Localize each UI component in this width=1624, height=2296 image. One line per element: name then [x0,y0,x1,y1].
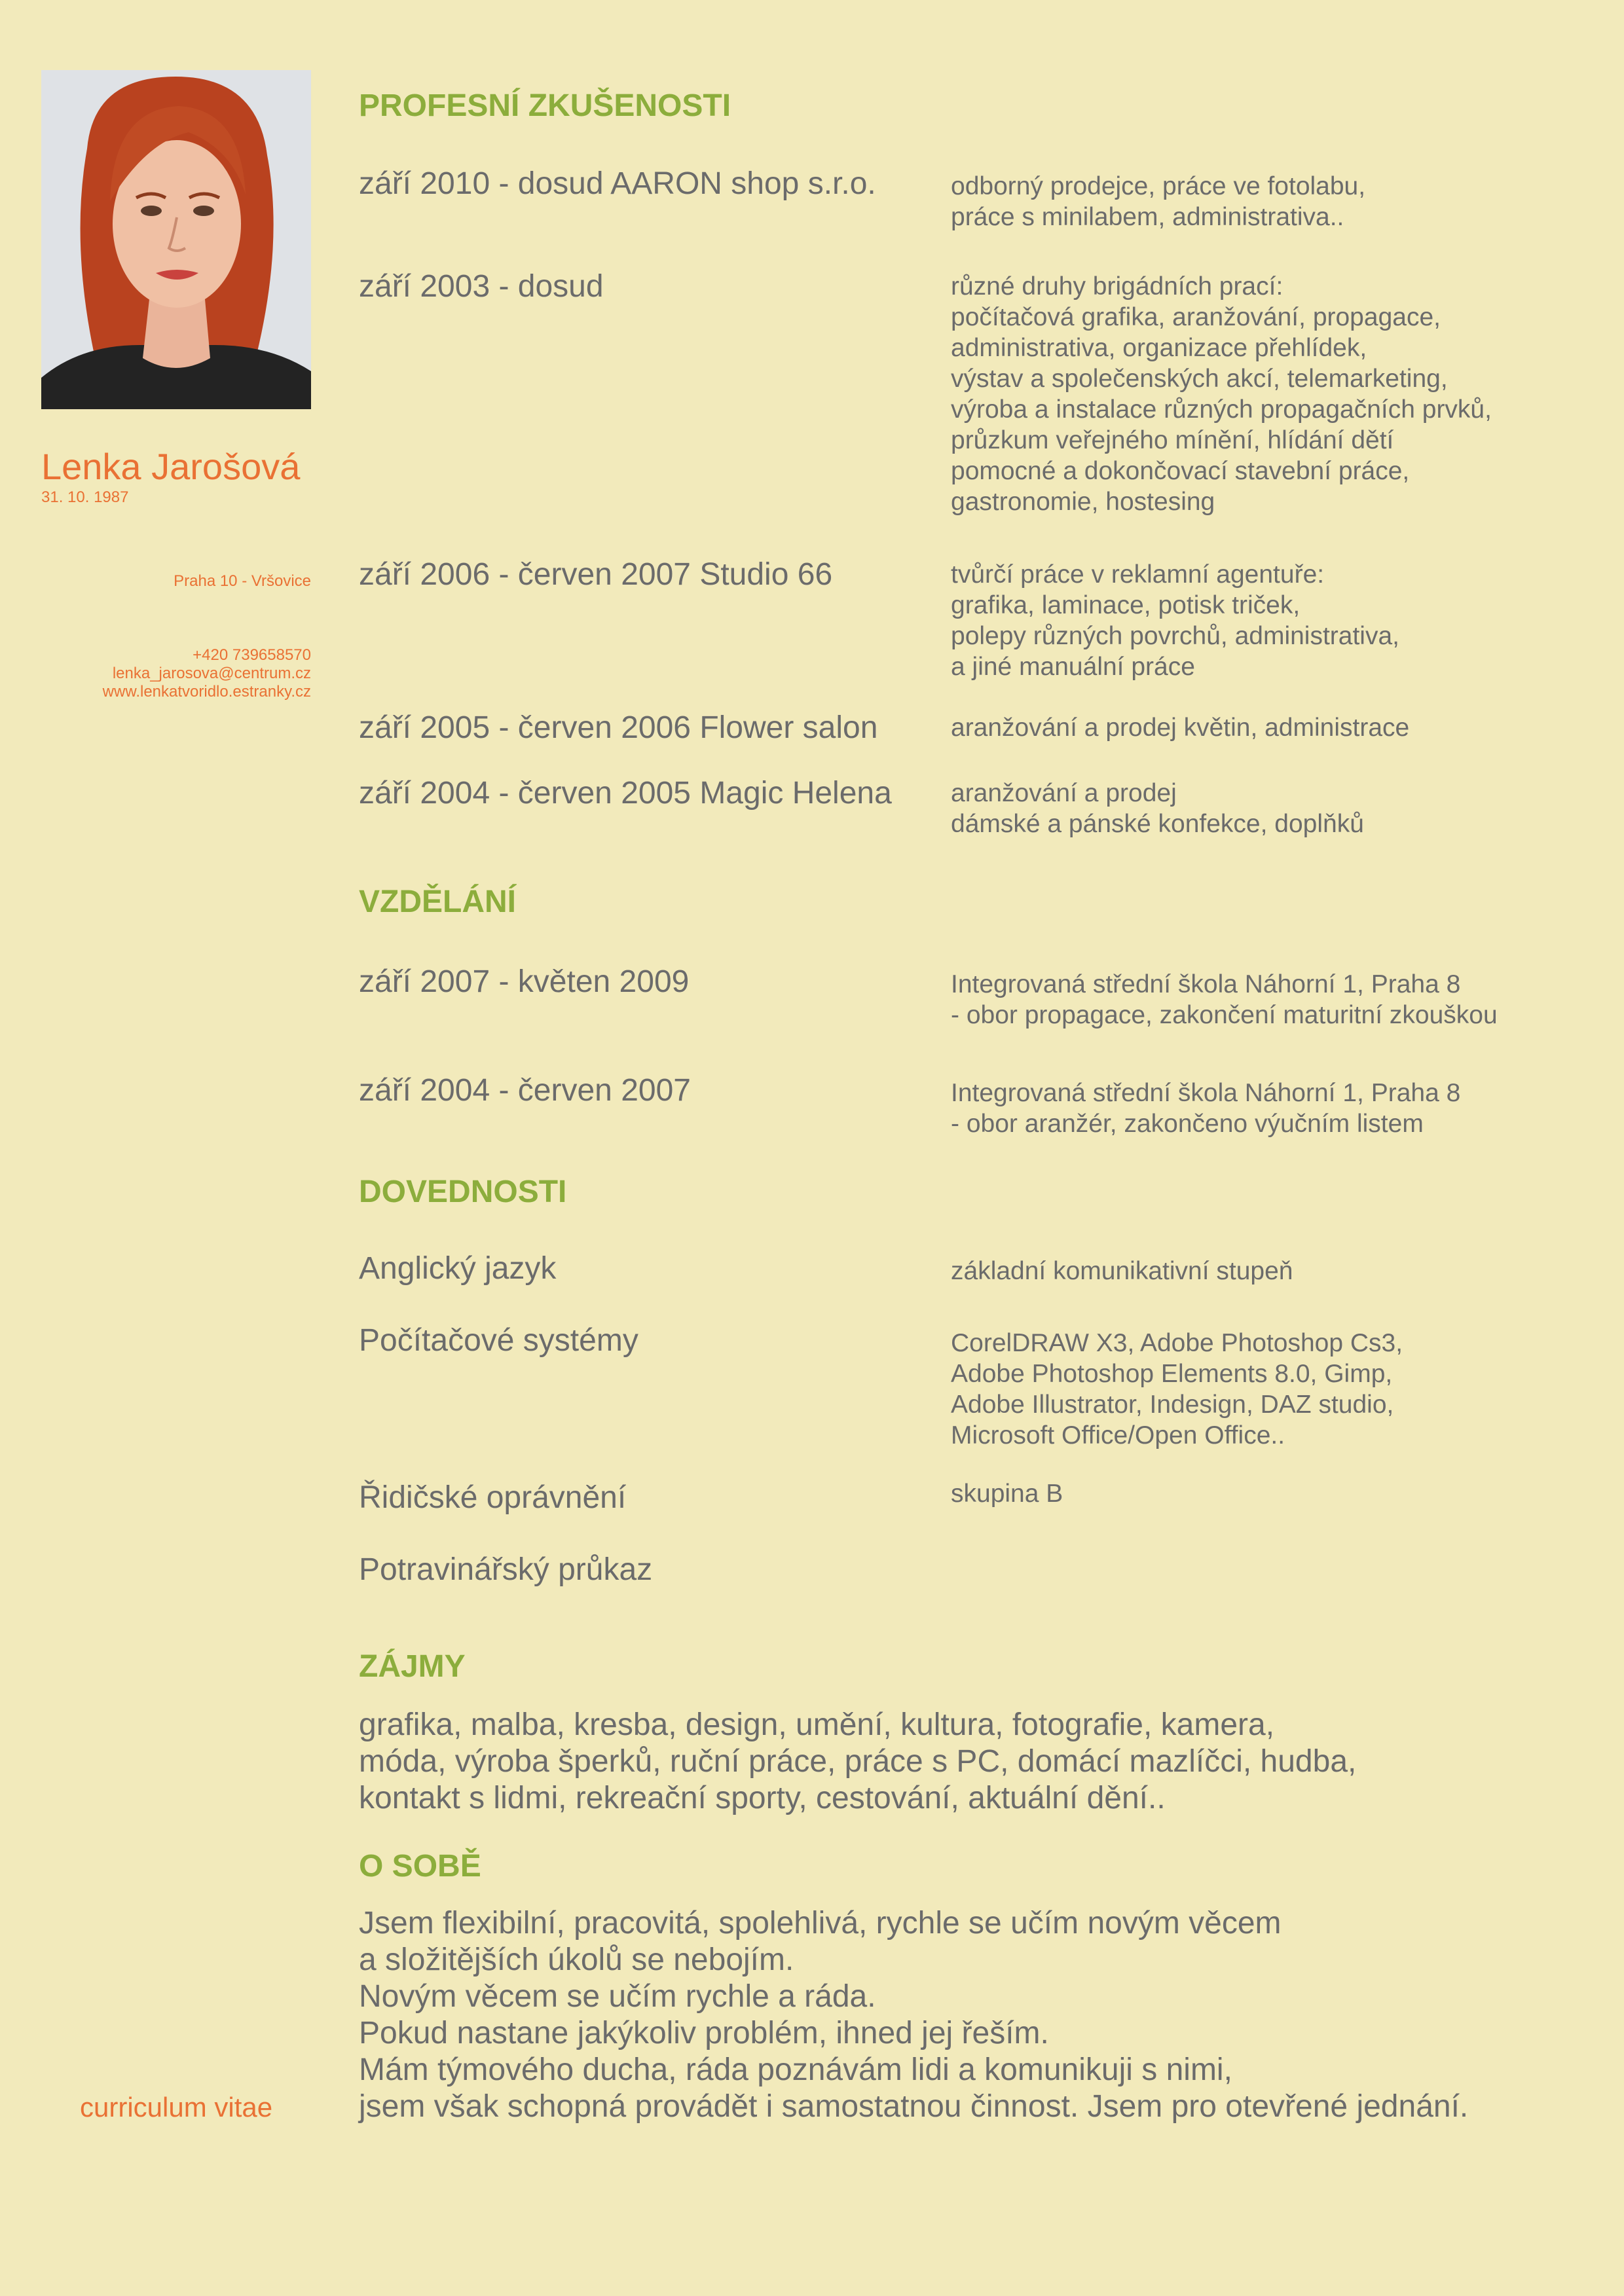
section-title-about: O SOBĚ [359,1849,481,1884]
section-title-education: VZDĚLÁNÍ [359,884,516,919]
section-title-interests: ZÁJMY [359,1649,466,1684]
address: Praha 10 - Vršovice [174,572,311,590]
profile-photo [41,70,311,409]
skill-desc: skupina B [951,1480,1063,1508]
website-link[interactable]: www.lenkatvoridlo.estranky.cz [102,683,311,701]
education-date: září 2004 - červen 2007 [359,1073,691,1108]
phone: +420 739658570 [193,646,311,664]
skill-desc: CorelDRAW X3, Adobe Photoshop Cs3, Adobe Photoshop Elements 8.0, Gimp, Adobe Illustrator, Indesign, DAZ studio, Microsoft Office/Open Office.. [951,1329,1403,1449]
skill-desc: základní komunikativní stupeň [951,1257,1293,1285]
portrait-image [41,70,311,409]
experience-desc: odborný prodejce, práce ve fotolabu, práce s minilabem, administrativa.. [951,172,1366,231]
education-date: září 2007 - květen 2009 [359,964,690,999]
section-title-experience: PROFESNÍ ZKUŠENOSTI [359,88,731,123]
experience-desc: aranžování a prodej květin, administrace [951,714,1410,742]
education-desc: Integrovaná střední škola Náhorní 1, Praha 8 - obor aranžér, zakončeno výučním listem [951,1079,1461,1138]
person-name: Lenka Jarošová [41,446,301,487]
email-link[interactable]: lenka_jarosova@centrum.cz [112,665,311,682]
skill-name: Potravinářský průkaz [359,1552,653,1587]
experience-date: září 2004 - červen 2005 Magic Helena [359,776,892,811]
skill-name: Anglický jazyk [359,1251,557,1286]
about-text: Jsem flexibilní, pracovitá, spolehlivá, rychle se učím novým věcem a složitějších úkolů se nebojím. Novým věcem se učím rychle a ráda. Pokud nastane jakýkoliv problém, ihned jej řeším. Mám týmového ducha, ráda poznávám lidi a komunikuji s nimi, jsem však schopná provádět i samostatnou činnost. Jsem pro otevřené jednání. [359,1906,1469,2124]
experience-date: září 2006 - červen 2007 Studio 66 [359,557,833,592]
experience-desc: tvůrčí práce v reklamní agentuře: grafika, laminace, potisk triček, polepy různých povrchů, administrativa, a jiné manuální práce [951,560,1399,681]
skill-name: Počítačové systémy [359,1323,638,1358]
education-desc: Integrovaná střední škola Náhorní 1, Praha 8 - obor propagace, zakončení maturitní zkouškou [951,970,1498,1029]
experience-date: září 2005 - červen 2006 Flower salon [359,710,878,745]
experience-desc: aranžování a prodej dámské a pánské konfekce, doplňků [951,779,1364,838]
experience-date: září 2010 - dosud AARON shop s.r.o. [359,166,876,201]
skill-name: Řidičské oprávnění [359,1480,627,1515]
cv-label: curriculum vitae [80,2092,273,2123]
experience-date: září 2003 - dosud [359,269,604,304]
experience-desc: různé druhy brigádních prací: počítačová grafika, aranžování, propagace, administrativa, organizace přehlídek, výstav a společenských akcí, telemarketing, výroba a instalace různých propagačních prvků, průzkum veřejného mínění, hlídání dětí pomocné a dokončovací stavební práce, gastronomie, hostesing [951,272,1492,516]
section-title-skills: DOVEDNOSTI [359,1175,567,1209]
interests-text: grafika, malba, kresba, design, umění, kultura, fotografie, kamera, móda, výroba šperků, ruční práce, práce s PC, domácí mazlíčci, hudba, kontakt s lidmi, rekreační sporty, cestování, aktuální dění.. [359,1707,1357,1815]
date-of-birth: 31. 10. 1987 [41,488,129,506]
